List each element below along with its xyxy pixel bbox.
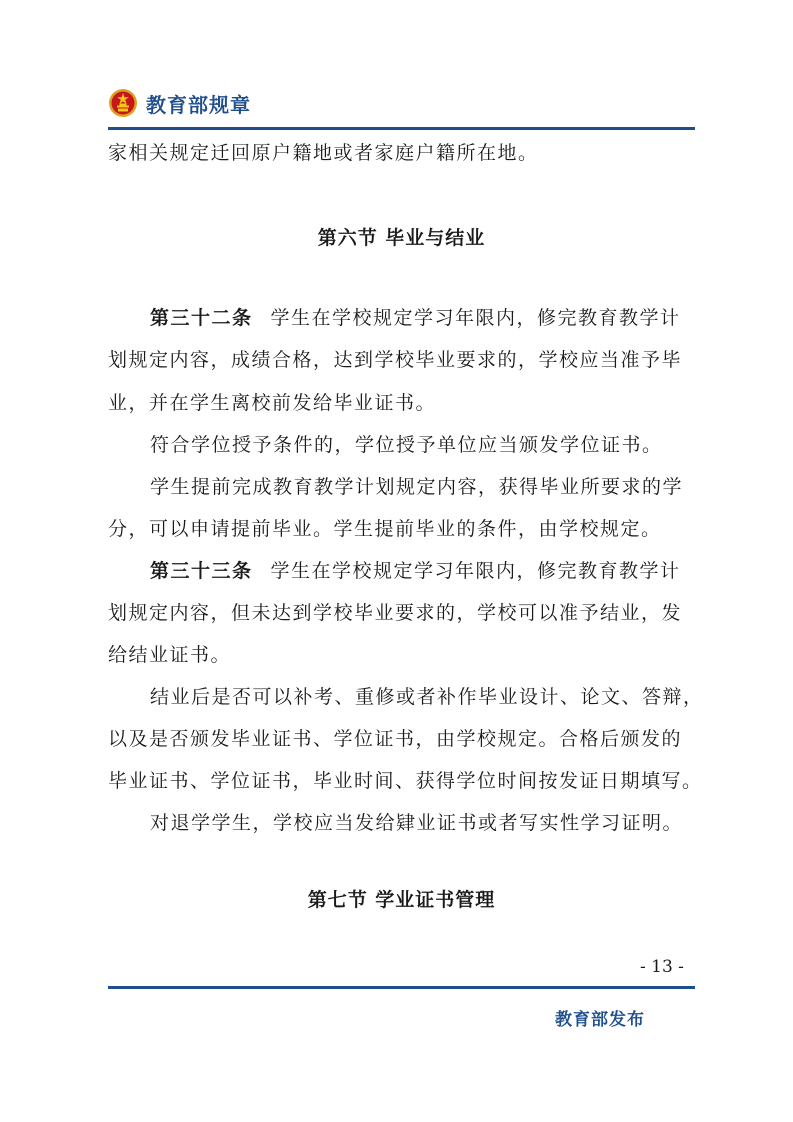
article-33-line-3: 给结业证书。 <box>108 644 232 666</box>
article-32-label: 第三十二条 <box>150 307 253 329</box>
section-title-6: 第六节 毕业与结业 <box>317 227 486 249</box>
article-33-text: 学生在学校规定学习年限内，修完教育教学计 <box>270 560 681 582</box>
article-32-text: 学生在学校规定学习年限内，修完教育教学计 <box>270 307 681 329</box>
completion-line-2: 以及是否颁发毕业证书、学位证书，由学校规定。合格后颁发的 <box>108 728 683 750</box>
article-33-label: 第三十三条 <box>150 560 253 582</box>
article-32-line-2: 划规定内容，成绩合格，达到学校毕业要求的，学校应当准予毕 <box>108 349 683 371</box>
article-32-line-3: 业，并在学生离校前发给毕业证书。 <box>108 392 437 414</box>
header-title: 教育部规章 <box>146 92 251 117</box>
withdrawal-paragraph: 对退学学生，学校应当发给肄业证书或者写实性学习证明。 <box>150 812 684 834</box>
text-line: 家相关规定迁回原户籍地或者家庭户籍所在地。 <box>108 142 539 164</box>
article-33-line-2: 划规定内容，但未达到学校毕业要求的，学校可以准予结业，发 <box>108 602 683 624</box>
early-graduation-line-1: 学生提前完成教育教学计划规定内容，获得毕业所要求的学 <box>150 476 684 498</box>
page-header <box>108 86 251 120</box>
publisher-label: 教育部发布 <box>555 1010 645 1030</box>
section-title-7: 第七节 学业证书管理 <box>307 889 496 911</box>
completion-line-1: 结业后是否可以补考、重修或者补作毕业设计、论文、答辩， <box>150 686 704 708</box>
national-emblem-icon <box>108 88 138 118</box>
article-33-line-1 <box>150 559 681 583</box>
article-32-line-1 <box>150 306 681 330</box>
completion-line-3: 毕业证书、学位证书，毕业时间、获得学位时间按发证日期填写。 <box>108 770 703 792</box>
degree-paragraph: 符合学位授予条件的，学位授予单位应当颁发学位证书。 <box>150 434 663 456</box>
early-graduation-line-2: 分，可以申请提前毕业。学生提前毕业的条件，由学校规定。 <box>108 518 662 540</box>
page-number: - 13 - <box>640 957 684 977</box>
footer-divider <box>108 986 695 989</box>
header-divider <box>108 127 695 130</box>
